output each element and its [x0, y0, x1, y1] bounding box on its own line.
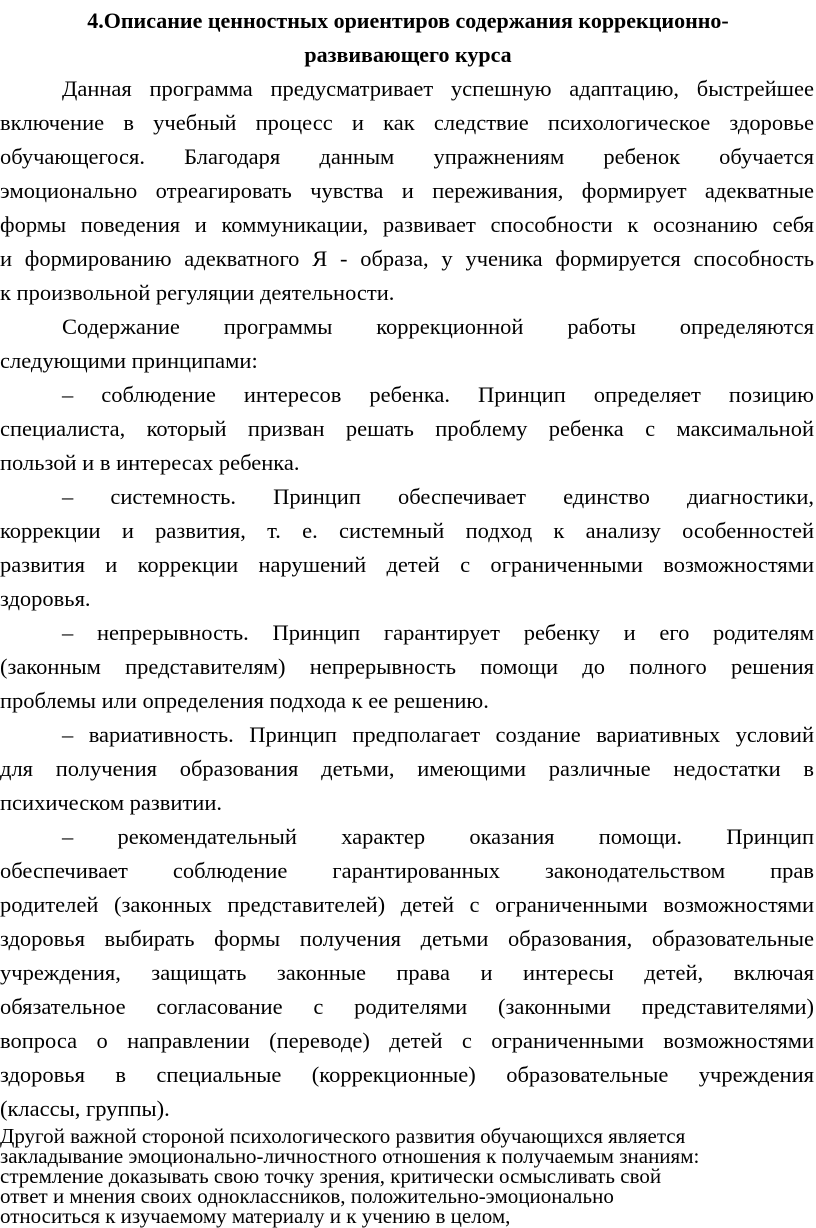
text-line: проблемы или определения подхода к ее решению. [0, 688, 489, 713]
text-line: специалиста, который призван решать проблему ребенка с максимальной [0, 416, 814, 441]
text-line: стремление доказывать свою точку зрения, критически осмысливать свой [0, 1164, 662, 1188]
text-line: и формированию адекватного Я - образа, у ученика формируется способность [0, 246, 814, 271]
list-item-line: – рекомендательный характер оказания помощи. Принцип [62, 824, 814, 849]
text-line: закладывание эмоционально-личностного отношения к получаемым знаниям: [0, 1144, 700, 1168]
text-line: учреждения, защищать законные права и интересы детей, включая [0, 960, 814, 985]
text-line: для получения образования детьми, имеющими различные недостатки в [0, 756, 814, 781]
list-item-line: – непрерывность. Принцип гарантирует ребенку и его родителям [62, 620, 814, 645]
list-item-line: – системность. Принцип обеспечивает единство диагностики, [62, 484, 814, 509]
text-line: следующими принципами: [0, 348, 258, 373]
text-line: к произвольной регуляции деятельности. [0, 280, 395, 305]
text-line: относиться к изучаемому материалу и к учению в целом, [0, 1204, 511, 1228]
section-heading-line-1: 4.Описание ценностных ориентиров содержания коррекционно- [87, 8, 729, 33]
text-line: ответ и мнения своих одноклассников, положительно-эмоционально [0, 1184, 614, 1208]
text-line: здоровья в специальные (коррекционные) образовательные учреждения [0, 1062, 814, 1087]
text-line: здоровья. [0, 586, 91, 611]
section-heading-line-2: развивающего курса [304, 42, 512, 67]
text-line: Данная программа предусматривает успешную адаптацию, быстрейшее [62, 76, 814, 101]
text-line: пользой и в интересах ребенка. [0, 450, 300, 475]
text-line: (законным представителям) непрерывность помощи до полного решения [0, 654, 814, 679]
text-line: (классы, группы). [0, 1096, 170, 1121]
text-line: Другой важной стороной психологического развития обучающихся является [0, 1124, 686, 1148]
text-line: формы поведения и коммуникации, развивает способности к осознанию себя [0, 212, 814, 237]
text-line: эмоционально отреагировать чувства и переживания, формирует адекватные [0, 178, 814, 203]
text-line: психическом развитии. [0, 790, 223, 815]
text-line: здоровья выбирать формы получения детьми образования, образовательные [0, 926, 814, 951]
text-line: включение в учебный процесс и как следствие психологическое здоровье [0, 110, 814, 135]
text-line: коррекции и развития, т. е. системный подход к анализу особенностей [0, 518, 814, 543]
text-line: обязательное согласование с родителями (законными представителями) [0, 994, 814, 1019]
text-line: вопроса о направлении (переводе) детей с ограниченными возможностями [0, 1028, 814, 1053]
text-line: развития и коррекции нарушений детей с ограниченными возможностями [0, 552, 814, 577]
text-line: родителей (законных представителей) детей с ограниченными возможностями [0, 892, 814, 917]
text-line: Содержание программы коррекционной работы определяются [62, 314, 814, 339]
text-line: обучающегося. Благодаря данным упражнениям ребенок обучается [0, 144, 814, 169]
list-item-line: – соблюдение интересов ребенка. Принцип определяет позицию [62, 382, 814, 407]
list-item-line: – вариативность. Принцип предполагает создание вариативных условий [62, 722, 814, 747]
text-line: обеспечивает соблюдение гарантированных законодательством прав [0, 858, 814, 883]
